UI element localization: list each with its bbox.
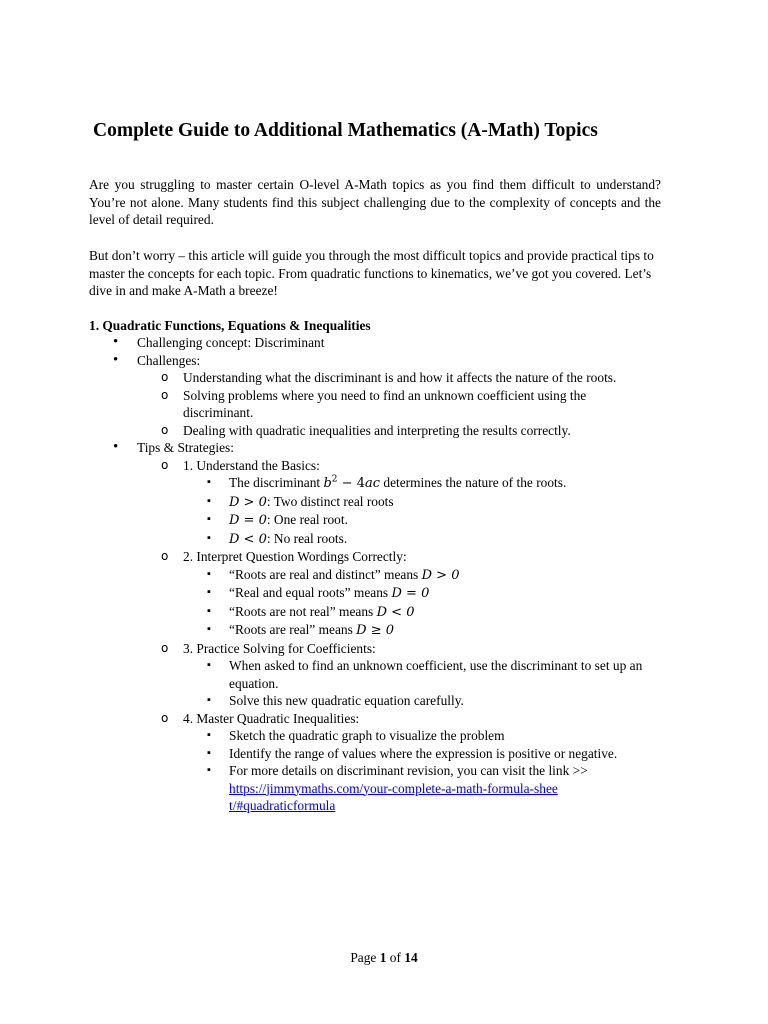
list-item: o Understanding what the discriminant is and how it affects the nature of the roots. <box>183 369 677 387</box>
list-item: ▪ When asked to find an unknown coefficient, use the discriminant to set up an equation. <box>229 657 659 692</box>
intro-paragraph-2: But don’t worry – this article will guide you through the most difficult topics and provide practical tips to master the concepts for each topic. From quadratic functions to kinematics, we’ve got you covered. Let’s dive in and make A-Math a breeze! <box>89 248 654 298</box>
list-item: ▪ “Roots are not real” means D < 0 <box>229 603 677 622</box>
list-item: ▪ “Roots are real and distinct” means D > 0 <box>229 566 677 585</box>
section-heading: 1. Quadratic Functions, Equations & Inequalities <box>89 318 371 333</box>
list-item: ▪ Sketch the quadratic graph to visualize the problem <box>229 727 677 745</box>
tip-4-list <box>229 727 677 815</box>
list-item: ▪ “Roots are real” means D ≥ 0 <box>229 621 677 640</box>
tip-3: o 3. Practice Solving for Coefficients: ▪ When asked to find an unknown coefficient, use the discriminant to set up an equation. ▪ Solve this new quadratic equation carefully. <box>183 640 677 710</box>
challenges-list <box>183 369 677 439</box>
tip-4: o 4. Master Quadratic Inequalities: ▪ Sketch the quadratic graph to visualize the problem ▪ Identify the range of values where the expression is positive or negative. ▪ For more details on discriminant revision, you can visit the link >> https://jimmymaths.com/your-complete-a-math-formula-sheet/#quadraticformula <box>183 710 677 815</box>
list-item: ▪ Identify the range of values where the expression is positive or negative. <box>229 745 677 763</box>
tip-2-list <box>229 566 677 640</box>
document-title: Complete Guide to Additional Mathematics (A-Math) Topics <box>93 120 598 141</box>
intro-paragraph-1: Are you struggling to master certain O-level A-Math topics as you find them difficult to understand? You’re not alone. Many students find this subject challenging due to the complexity of concepts and the level of detail required. <box>89 177 661 227</box>
tip-1: o 1. Understand the Basics: ▪ The discriminant $b^2 - 4ac$ determines the nature of the roots. ▪ D > 0: Two distinct real roots ▪ D = 0: One real root. ▪ D < 0: No real roots. <box>183 457 677 549</box>
list-item: ▪ “Real and equal roots” means D = 0 <box>229 584 677 603</box>
tip-3-list <box>229 657 677 710</box>
list-item: o Dealing with quadratic inequalities and interpreting the results correctly. <box>183 422 677 440</box>
list-item: ▪ D > 0: Two distinct real roots <box>229 493 677 512</box>
list-item: ▪ For more details on discriminant revision, you can visit the link >> https://jimmymaths.com/your-complete-a-math-formula-sheet/#quadraticformula <box>229 762 677 815</box>
formula-sheet-link[interactable]: https://jimmymaths.com/your-complete-a-math-formula-sheet/#quadraticformula <box>229 780 558 813</box>
list-item: ▪ D = 0: One real root. <box>229 511 677 530</box>
list-item: ▪ D < 0: No real roots. <box>229 530 677 549</box>
list-item-challenges: • Challenges: o Understanding what the discriminant is and how it affects the nature of the roots. o Solving problems where you need to find an unknown coefficient using the discriminant. o Dealing with quadratic inequalities and interpreting the results correctly. <box>137 352 677 440</box>
discriminant-formula: $b^2 - 4ac$ <box>323 474 381 491</box>
tips-list <box>183 457 677 815</box>
tip-1-list <box>229 474 677 548</box>
list-item: ▪ Solve this new quadratic equation carefully. <box>229 692 677 710</box>
section-list <box>137 334 677 815</box>
tip-2: o 2. Interpret Question Wordings Correctly: ▪ “Roots are real and distinct” means D > 0 ▪ “Real and equal roots” means D = 0 ▪ “Roots are not real” means D < 0 ▪ “Roots are real” means D ≥ 0 <box>183 548 677 640</box>
list-item: ▪ The discriminant $b^2 - 4ac$ determines the nature of the roots. <box>229 474 677 493</box>
list-item-concept: • Challenging concept: Discriminant <box>137 334 677 352</box>
list-item-tips: • Tips & Strategies: o 1. Understand the Basics: ▪ The discriminant $b^2 - 4ac$ determines the nature of the roots. ▪ D > 0: Two distinct real roots ▪ D = 0: One real root. ▪ D < 0: No real roots. o 2. Interpret Question Wordings Correctly: ▪ “Roots are real and distinct” means D > 0 ▪ “Real and equal roots” means D = 0 ▪ “Roots are not real” means D < 0 ▪ “Roots are real” means D ≥ 0 o 3. Practice Solving for Coefficients: ▪ When asked to find an unknown coefficient, use the discriminant to set up an equation. ▪ Solve this new quadratic equation carefully. o 4. Master Quadratic Inequalities: ▪ Sketch the quadratic graph to visualize the problem ▪ Identify the range of values where the expression is positive or negative. ▪ For more details on discriminant revision, you can visit the link >> https://jimmymaths.com/your-complete-a-math-formula-sheet/#quadraticformula <box>137 439 677 815</box>
list-item: o Solving problems where you need to find an unknown coefficient using the discriminant. <box>183 387 593 422</box>
page-footer: Page 1 of 14 <box>350 950 418 965</box>
